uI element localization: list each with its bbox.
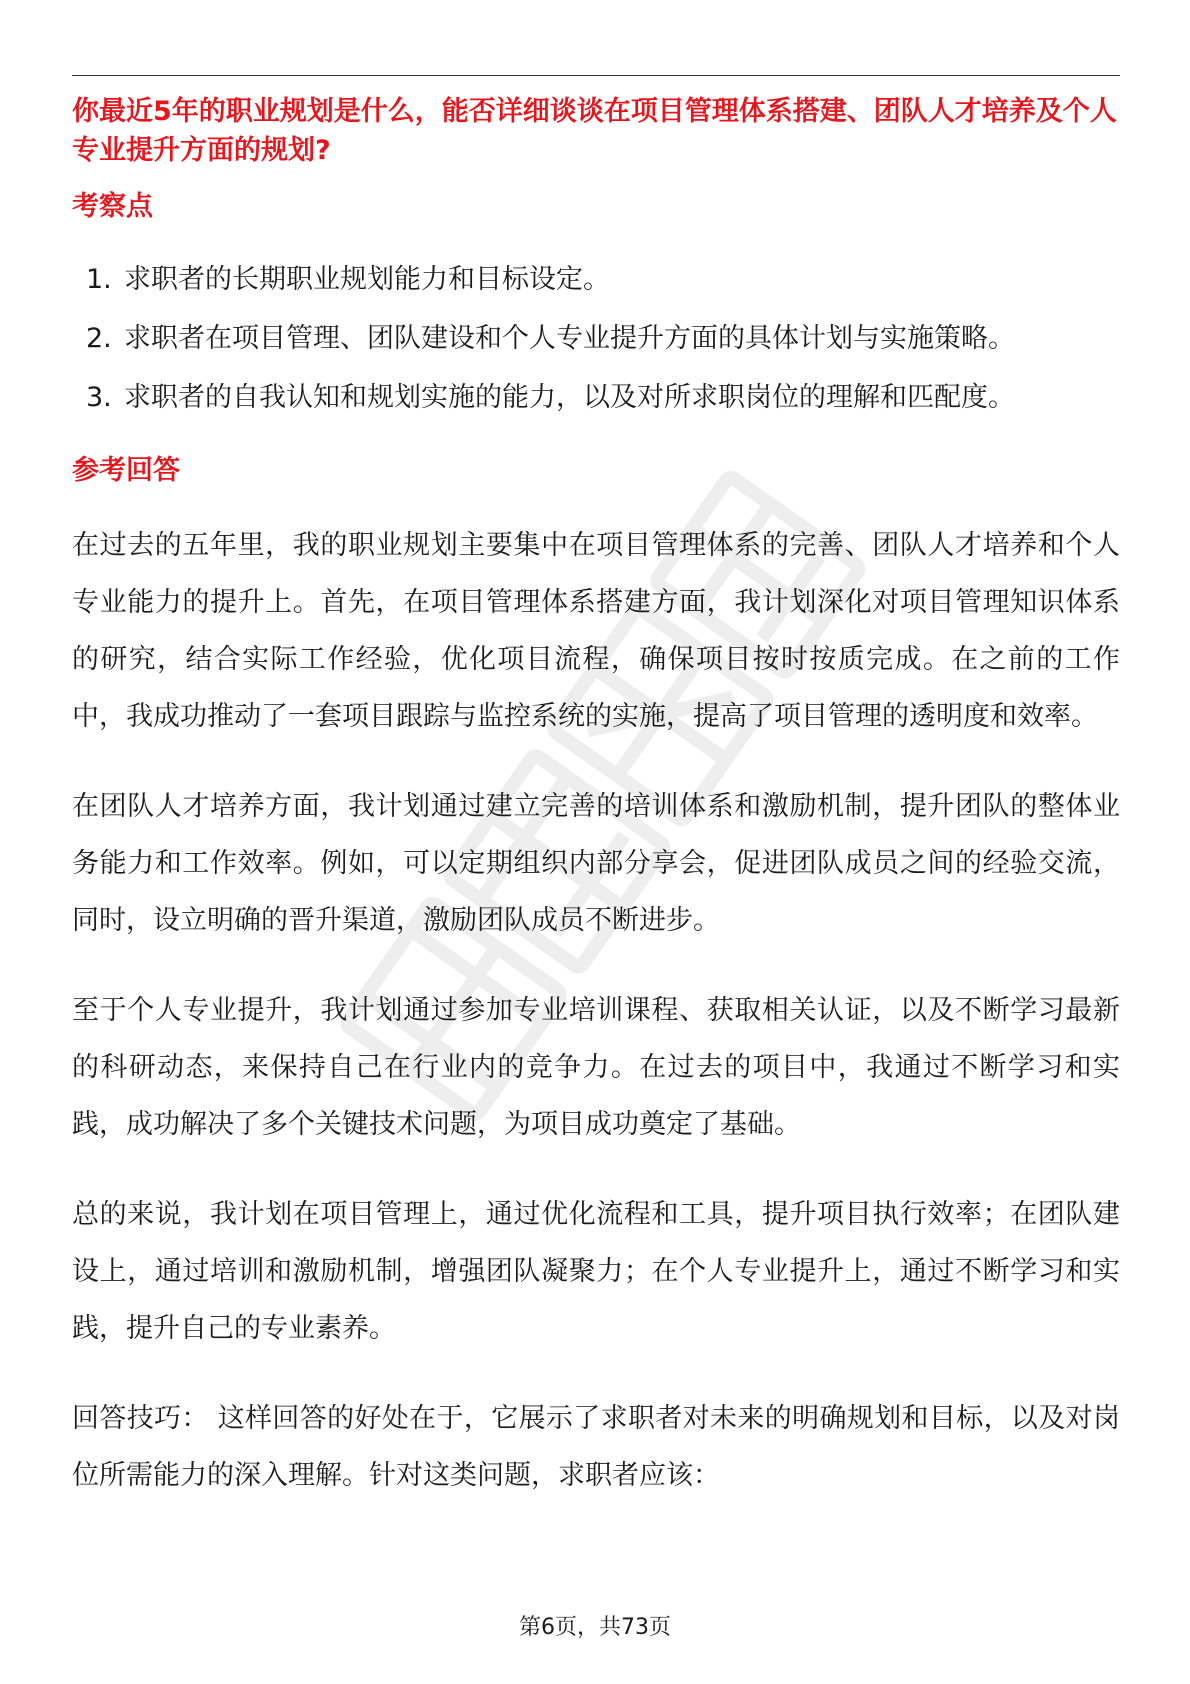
list-item-text: 求职者在项目管理、团队建设和个人专业提升方面的具体计划与实施策略。 — [124, 323, 1015, 354]
assessment-list — [72, 261, 1120, 417]
page-content — [72, 92, 1120, 1504]
list-item — [72, 261, 1120, 299]
answer-tips-paragraph: 回答技巧： 这样回答的好处在于，它展示了求职者对未来的明确规划和目标，以及对岗位所需能力的深入理解。针对这类问题，求职者应该： — [72, 1403, 1120, 1491]
assessment-heading: 考察点 — [72, 191, 153, 222]
answer-paragraph: 至于个人专业提升，我计划通过参加专业培训课程、获取相关认证，以及不断学习最新的科研动态，来保持自己在行业内的竞争力。在过去的项目中，我通过不断学习和实践，成功解决了多个关键技术问题，为项目成功奠定了基础。 — [72, 995, 1120, 1140]
list-item — [72, 320, 1120, 358]
list-item-number: 2. — [86, 323, 112, 354]
header-rule — [72, 75, 1120, 76]
list-item-number: 3. — [86, 382, 112, 413]
list-item-text: 求职者的自我认知和规划实施的能力，以及对所求职岗位的理解和匹配度。 — [124, 382, 1015, 413]
list-item-text: 求职者的长期职业规划能力和目标设定。 — [124, 264, 610, 295]
answer-paragraph: 总的来说，我计划在项目管理上，通过优化流程和工具，提升项目执行效率；在团队建设上，通过培训和激励机制，增强团队凝聚力；在个人专业提升上，通过不断学习和实践，提升自己的专业素养。 — [72, 1199, 1120, 1344]
answer-paragraph: 在团队人才培养方面，我计划通过建立完善的培训体系和激励机制，提升团队的整体业务能力和工作效率。例如，可以定期组织内部分享会，促进团队成员之间的经验交流，同时，设立明确的晋升渠道，激励团队成员不断进步。 — [72, 791, 1120, 936]
page-number: 第6页，共73页 — [519, 1615, 671, 1640]
list-item — [72, 379, 1120, 417]
question-title: 你最近5年的职业规划是什么，能否详细谈谈在项目管理体系搭建、团队人才培养及个人专业提升方面的规划? — [72, 96, 1117, 166]
list-item-number: 1. — [86, 264, 112, 295]
answer-paragraph: 在过去的五年里，我的职业规划主要集中在项目管理体系的完善、团队人才培养和个人专业能力的提升上。首先，在项目管理体系搭建方面，我计划深化对项目管理知识体系的研究，结合实际工作经验，优化项目流程，确保项目按时按质完成。在之前的工作中，我成功推动了一套项目跟踪与监控系统的实施，提高了项目管理的透明度和效率。 — [72, 530, 1120, 732]
answer-heading: 参考回答 — [72, 455, 180, 486]
